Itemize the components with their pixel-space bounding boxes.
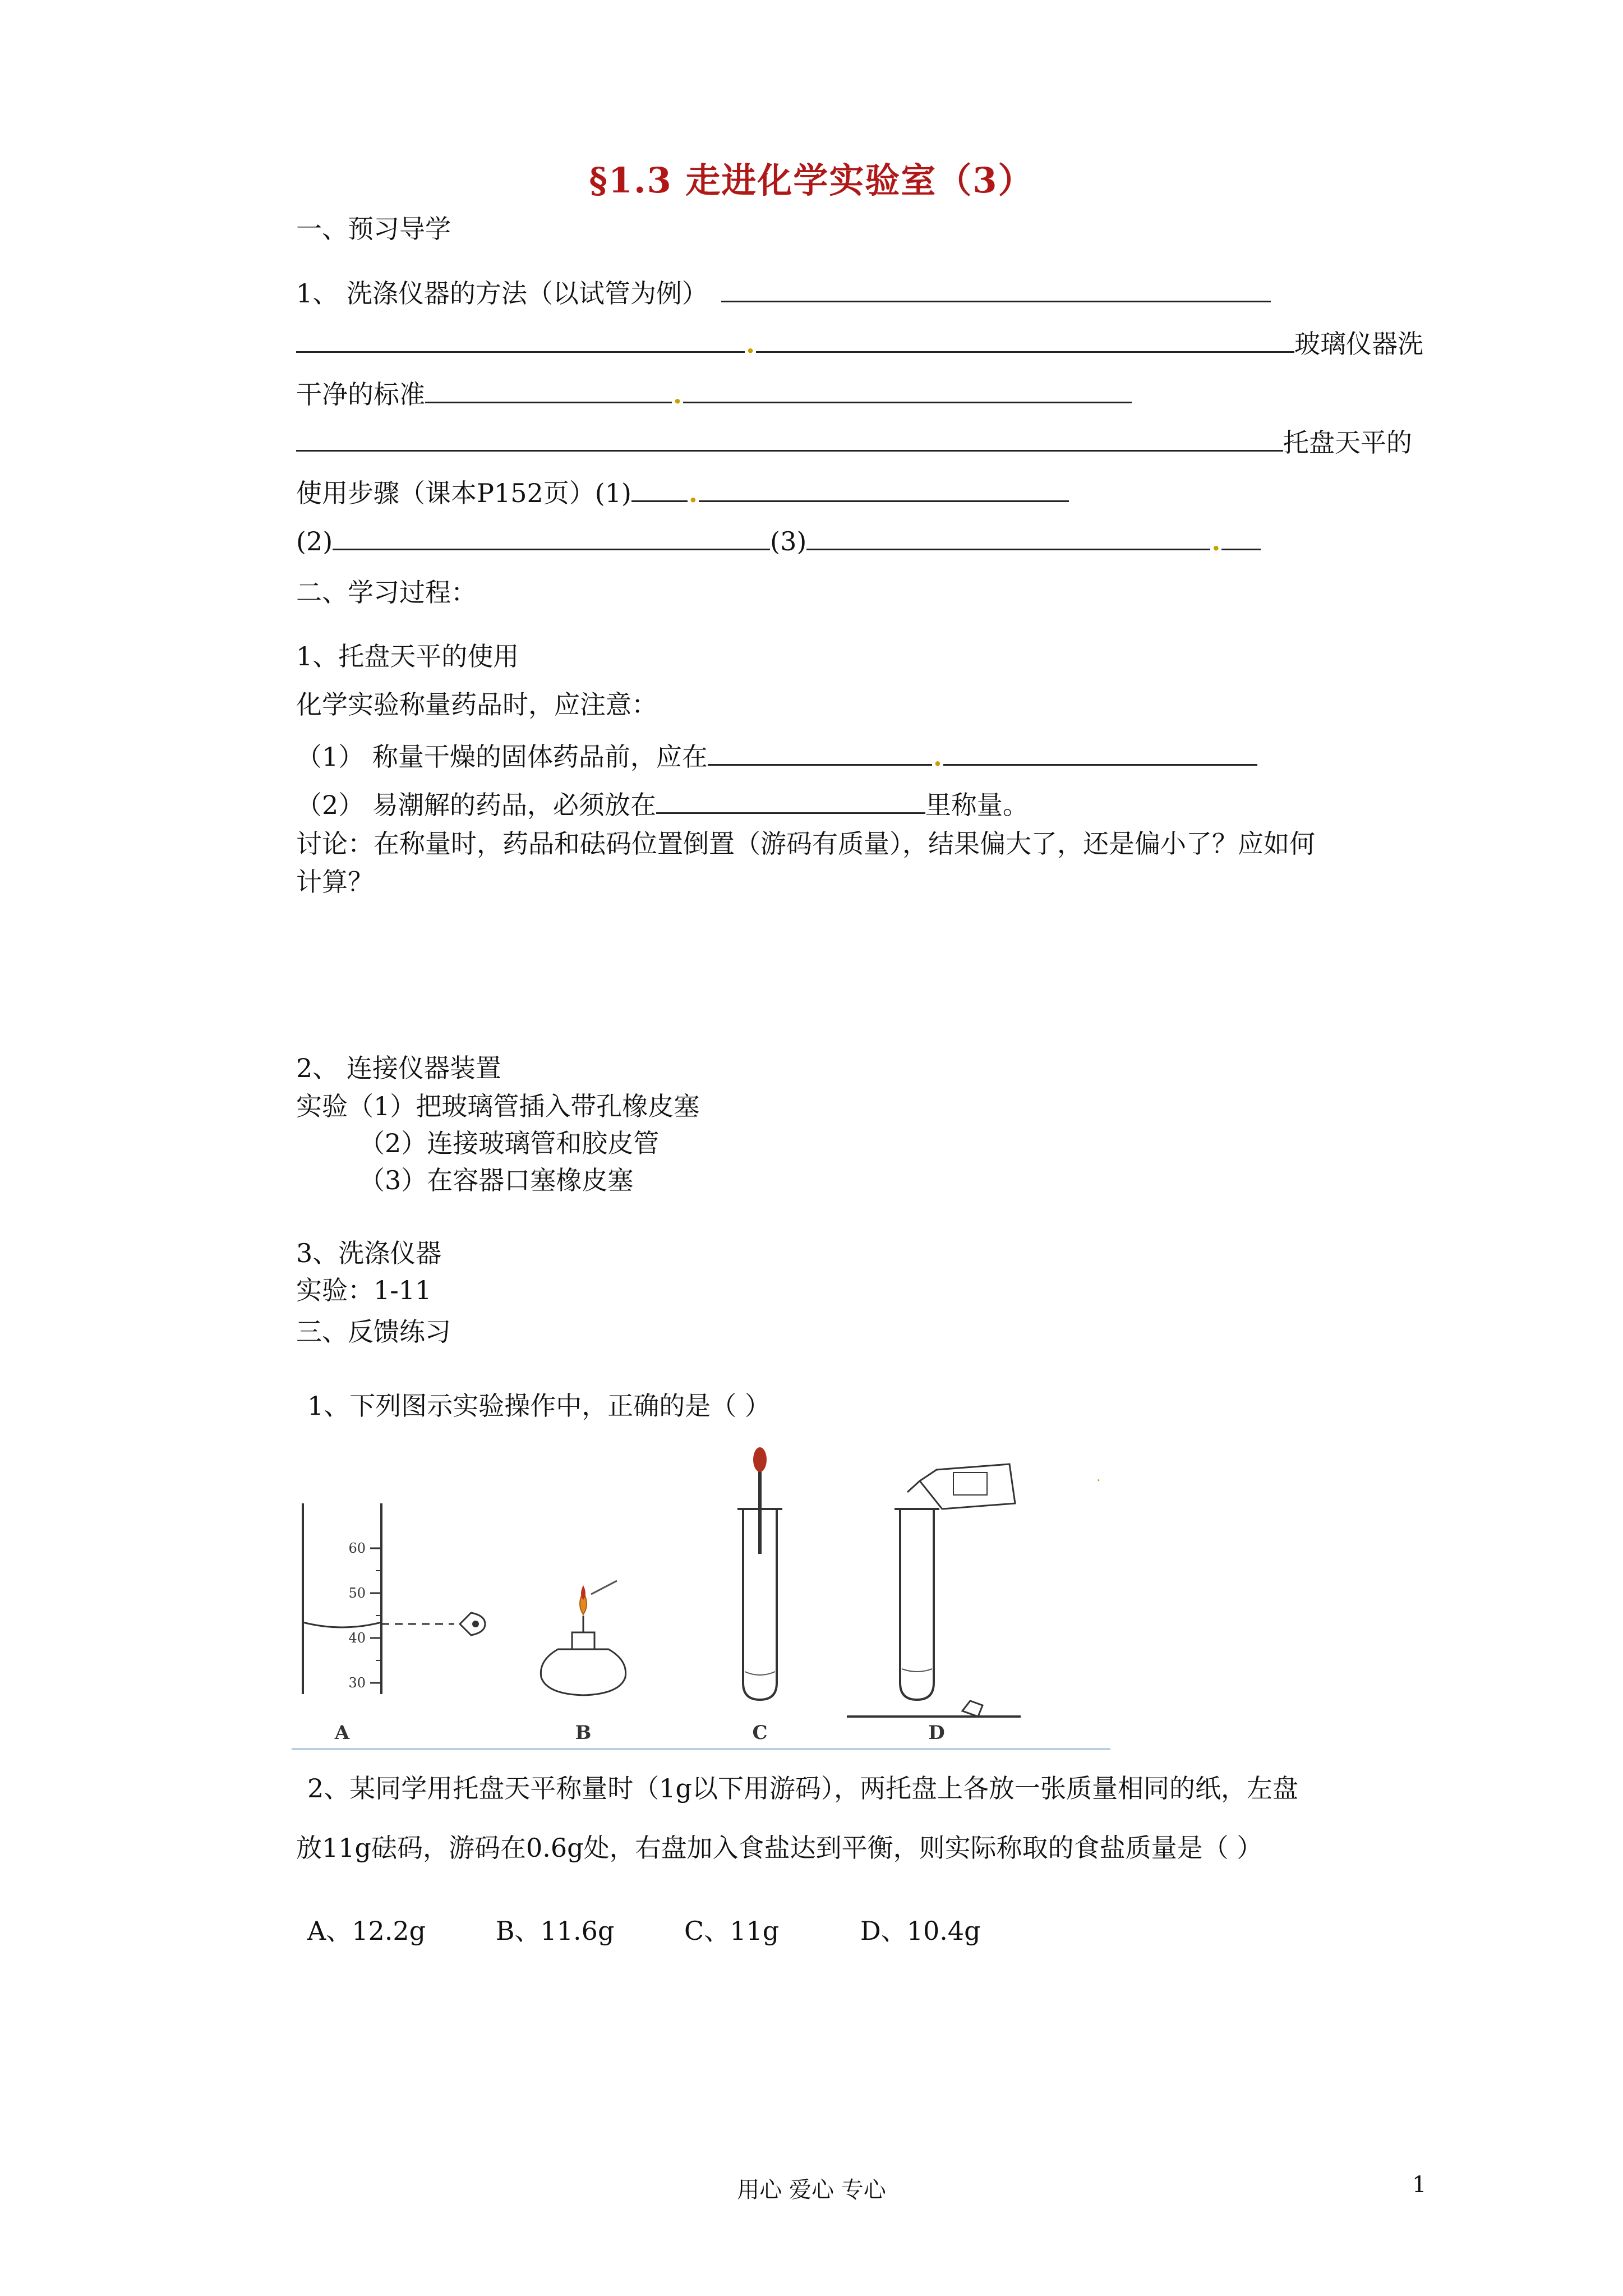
answer-blank[interactable]: [756, 326, 1294, 353]
answer-blank[interactable]: [708, 739, 932, 766]
discussion-line-2: 计算？: [296, 867, 374, 897]
answer-blank[interactable]: [631, 476, 688, 502]
answer-blank[interactable]: [296, 326, 745, 353]
figure-label-b: B: [575, 1722, 592, 1744]
section-heading-preview: 一、预习导学: [296, 214, 451, 244]
cylinder-tick-60: 60: [348, 1540, 366, 1556]
subheading-wash: 3、洗涤仪器: [296, 1238, 442, 1268]
option-a[interactable]: A、12.2g: [307, 1916, 426, 1946]
balance-item-2: [296, 788, 1029, 822]
cylinder-tick-30: 30: [348, 1675, 366, 1691]
cylinder-tick-40: 40: [348, 1630, 366, 1646]
dot-mark: .: [933, 742, 942, 772]
option-d[interactable]: D、10.4g: [860, 1916, 981, 1946]
answer-blank[interactable]: [683, 377, 1132, 403]
cylinder-tick-50: 50: [348, 1585, 366, 1601]
page-number: 1: [1412, 2172, 1427, 2198]
balance-intro: 化学实验称量药品时，应注意：: [296, 689, 657, 720]
option-b[interactable]: B、11.6g: [495, 1916, 615, 1946]
section-heading-process: 二、学习过程：: [296, 577, 477, 608]
wash-exp: 实验：1-11: [296, 1275, 432, 1305]
inline-text: （2） 易潮解的药品，必须放在: [296, 790, 656, 820]
answer-line-1: [296, 326, 1423, 361]
option-c[interactable]: C、11g: [684, 1916, 780, 1946]
answer-options: [307, 1914, 981, 1948]
answer-line-3: [296, 425, 1412, 459]
svg-text:.: .: [1096, 1469, 1101, 1484]
inline-text: 干净的标准: [296, 379, 425, 409]
bottle-stopper: [962, 1701, 983, 1717]
question-wash-method: [296, 276, 1271, 310]
connect-exp-1: 实验（1）把玻璃管插入带孔橡皮塞: [296, 1091, 700, 1121]
dot-mark: .: [1211, 526, 1221, 556]
page-title: §1.3 走进化学实验室（3）: [589, 160, 1034, 201]
answer-blank[interactable]: [699, 476, 1069, 502]
question-text: 1、 洗涤仪器的方法（以试管为例）: [296, 278, 708, 309]
inline-text: 玻璃仪器洗: [1294, 329, 1424, 359]
lab-operations-figure: [292, 1447, 1110, 1750]
inline-text: (2): [296, 526, 333, 556]
answer-line-5: [296, 524, 1261, 558]
reagent-bottle: [907, 1464, 1015, 1509]
graduated-cylinder: [303, 1503, 454, 1694]
answer-blank[interactable]: [806, 524, 1210, 550]
subheading-balance: 1、托盘天平的使用: [296, 641, 519, 671]
answer-blank[interactable]: [943, 739, 1257, 766]
alcohol-lamp: [541, 1581, 625, 1695]
eye-icon: [460, 1613, 485, 1635]
dot-mark: .: [673, 379, 683, 409]
figure-label-d: D: [928, 1722, 945, 1744]
test-tube-with-dropper: [737, 1447, 782, 1700]
inline-text: 使用步骤（课本P152页）(1): [296, 478, 631, 508]
dot-mark: .: [688, 478, 698, 508]
question-1: 1、下列图示实验操作中，正确的是（ ）: [307, 1391, 771, 1421]
answer-line-2: [296, 377, 1132, 411]
question-2-line-2: 放11g砝码，游码在0.6g处，右盘加入食盐达到平衡，则实际称取的食盐质量是（ ）: [296, 1833, 1263, 1863]
connect-exp-3: （3）在容器口塞橡皮塞: [359, 1165, 634, 1195]
inline-text: (3): [770, 526, 807, 556]
answer-blank[interactable]: [296, 425, 1283, 452]
answer-blank[interactable]: [333, 524, 770, 550]
inline-text: 里称量。: [925, 790, 1029, 820]
dot-mark: .: [746, 329, 755, 359]
inline-text: （1） 称量干燥的固体药品前，应在: [296, 742, 708, 772]
footer-motto: 用心 爱心 专心: [737, 2177, 886, 2203]
balance-item-1: [296, 739, 1257, 774]
inline-text: 托盘天平的: [1283, 427, 1412, 458]
answer-line-4: [296, 476, 1069, 510]
answer-blank[interactable]: [721, 276, 1271, 302]
connect-exp-2: （2）连接玻璃管和胶皮管: [359, 1128, 660, 1158]
answer-blank[interactable]: [656, 788, 925, 814]
answer-blank[interactable]: [1221, 524, 1261, 550]
figure-label-c: C: [752, 1722, 768, 1744]
section-heading-feedback: 三、反馈练习: [296, 1317, 451, 1347]
answer-blank[interactable]: [425, 377, 672, 403]
discussion-line-1: 讨论：在称量时，药品和砝码位置倒置（游码有质量），结果偏大了，还是偏小了？应如何: [296, 829, 1315, 859]
question-2-line-1: 2、某同学用托盘天平称量时（1g以下用游码），两托盘上各放一张质量相同的纸，左盘: [307, 1773, 1298, 1803]
subheading-connect: 2、 连接仪器装置: [296, 1053, 501, 1083]
figure-label-a: A: [334, 1722, 350, 1744]
test-tube-pouring: [847, 1464, 1021, 1717]
